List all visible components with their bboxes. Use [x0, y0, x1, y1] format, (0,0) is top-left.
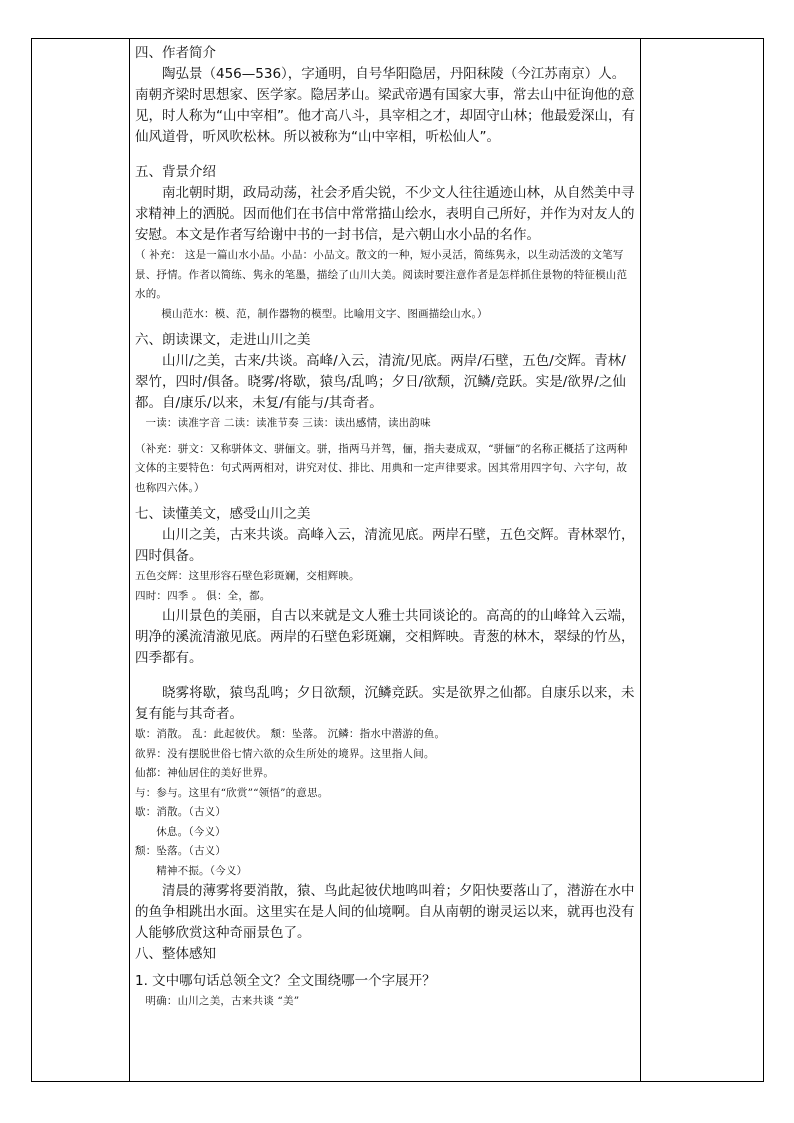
section-understand-title: 七、读懂美文，感受山川之美	[135, 506, 311, 522]
question-1: 1. 文中哪句话总领全文？全文围绕哪一个字展开？	[135, 973, 436, 989]
reading-paragraph: 山川/之美，古来/共谈。高峰/入云，清流/见底。两岸/石壁，五色/交辉。青林/翠竹，四时/俱备。晓雾/将歇，猿鸟/乱鸣；夕日/欲颓，沉鳞/竞跃。实是/欲界/之仙都。自/康乐/以来，未复/有能与/其奇者。	[135, 353, 626, 411]
section-reading-title: 六、朗读课文，走进山川之美	[135, 332, 311, 348]
section-overall-title: 八、整体感知	[135, 946, 216, 962]
note-xie-ancient: 歇：消散。（古义）	[135, 806, 227, 818]
note-sishi: 四时：四季 。 俱：全，都。	[135, 589, 271, 602]
answer-1: 明确：山川之美，古来共谈 “美”	[145, 995, 300, 1007]
note-wuse: 五色交辉：这里形容石壁色彩斑斓，交相辉映。	[135, 570, 360, 582]
main-content-cell	[135, 43, 635, 1012]
note-xie: 歇：消散。 乱：此起彼伏。 颓：坠落。 沉鳞：指水中潜游的鱼。	[135, 728, 446, 740]
background-paragraph: 南北朝时期，政局动荡，社会矛盾尖锐，不少文人往往遁迹山林，从自然美中寻求精神上的洒脱。因而他们在书信中常常描山绘水，表明自己所好，并作为对友人的安慰。本文是作者写给谢中书的一封书信，是六朝山水小品的名作。	[135, 185, 635, 243]
understand-paragraph-1: 山川之美，古来共谈。高峰入云，清流见底。两岸石壁，五色交辉。青林翠竹，四时俱备。	[135, 527, 635, 564]
note-tui-modern: 精神不振。（今义）	[135, 864, 248, 877]
note-xie-modern: 休息。（今义）	[135, 825, 226, 838]
note-yu: 与：参与。这里有“欣赏”“领悟”的意思。	[135, 786, 329, 799]
translation-paragraph-1: 山川景色的美丽，自古以来就是文人雅士共同谈论的。高高的的山峰耸入云端，明净的溪流清澈见底。两岸的石壁色彩斑斓，交相辉映。青葱的林木，翠绿的竹丛，四季都有。	[135, 608, 635, 666]
right-column-divider	[640, 39, 641, 1081]
author-paragraph: 陶弘景（456—536），字通明，自号华阳隐居，丹阳秣陵（今江苏南京）人。南朝齐梁时思想家、医学家。隐居茅山。梁武帝遇有国家大事，常去山中征询他的意见，时人称为“山中宰相”。他才高八斗，具宰相之才，却固守山林；他最爱深山，有仙风道骨，听风吹松林。所以被称为“山中宰相，听松仙人”。	[135, 66, 635, 145]
background-note-2: 模山范水：模、范，制作器物的模型。比喻用文字、图画描绘山水。）	[161, 307, 488, 320]
translation-paragraph-2: 清晨的薄雾将要消散，猿、鸟此起彼伏地鸣叫着；夕阳快要落山了，潜游在水中的鱼争相跳出水面。这里实在是人间的仙境啊。自从南朝的谢灵运以来，就再也没有人能够欣赏这种奇丽景色了。	[135, 883, 635, 941]
note-tui-ancient: 颓：坠落。（古义）	[135, 845, 227, 857]
pianwen-note: （补充：骈文：又称骈体文、骈俪文。骈，指两马并驾，俪，指夫妻成双，“骈俪”的名称正概括了这两种文体的主要特色：句式两两相对，讲究对仗、排比、用典和一定声律要求。因其常用四字句、六字句，故也称四六体。）	[135, 442, 628, 494]
background-note: （ 补充： 这是一篇山水小品。小品：小品文。散文的一种，短小灵活，简练隽永，以生动活泼的文笔写景、抒情。作者以简练、隽永的笔墨，描绘了山川大美。阅读时要注意作者是怎样抓住景物的特征模山范水的。	[135, 249, 628, 300]
note-yujie: 欲界：没有摆脱世俗七情六欲的众生所处的境界。这里指人间。	[135, 747, 435, 760]
section-background-title: 五、背景介绍	[135, 164, 216, 180]
left-column-divider	[129, 39, 130, 1081]
reading-steps: 一读：读准字音 二读：读准节奏 三读：读出感情，读出韵味	[145, 417, 431, 429]
understand-paragraph-2: 晓雾将歇，猿鸟乱鸣；夕日欲颓，沉鳞竞跃。实是欲界之仙都。自康乐以来，未复有能与其奇者。	[135, 685, 635, 722]
section-author-title: 四、作者简介	[135, 45, 216, 61]
note-xiandu: 仙都：神仙居住的美好世界。	[135, 767, 275, 779]
page-table	[31, 38, 764, 1082]
